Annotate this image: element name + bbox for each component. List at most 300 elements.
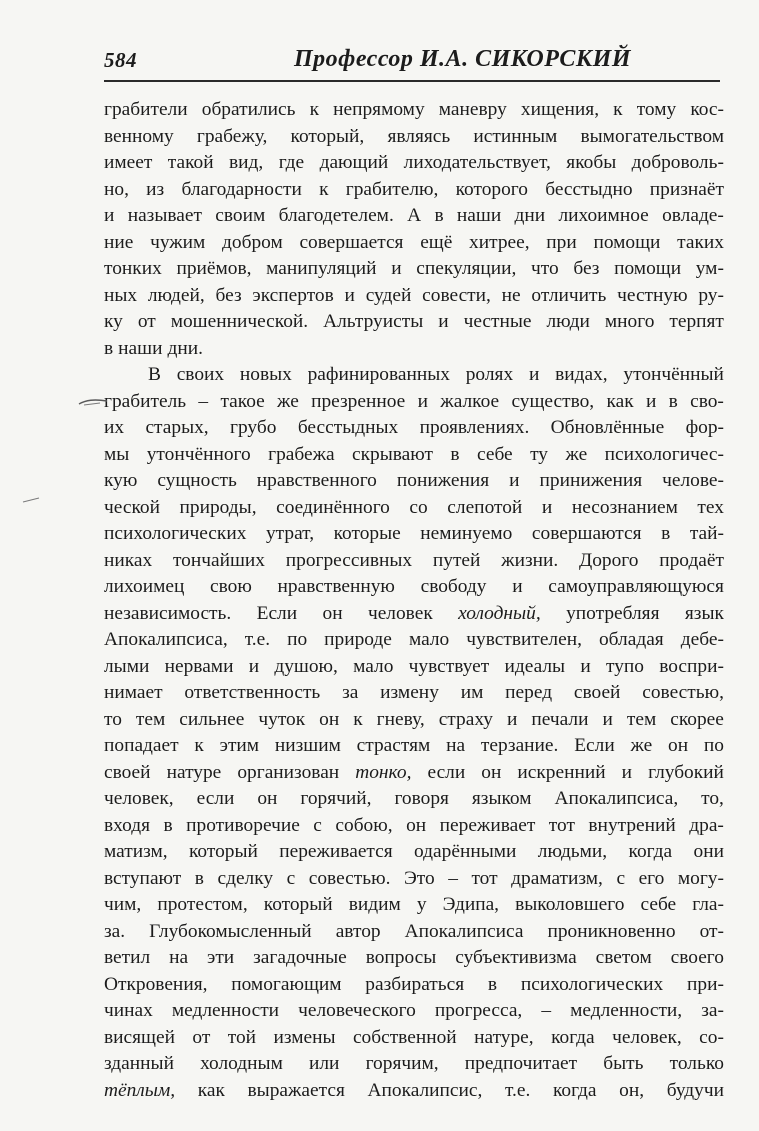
word: и [506,708,518,730]
word: грубо [230,417,277,438]
word: собою, [335,814,393,836]
word: своих [176,364,225,385]
word: то, [701,788,724,809]
text-line [104,972,724,999]
text-line [104,124,724,151]
text-line [104,256,724,283]
text-line [104,442,724,469]
word: А [407,205,422,226]
word: человек, [612,1026,682,1048]
text-line [104,627,724,654]
word: тай- [689,523,724,544]
running-head [104,44,720,82]
word: же [630,735,653,756]
word: по [287,629,308,650]
word: одарёнными [414,841,517,862]
word: лихоимец [104,576,185,597]
word: овладе- [662,205,724,226]
text-line [104,574,724,601]
text-line [104,1025,724,1052]
word: нимает [104,682,163,703]
word: лыми [104,655,150,677]
word: наши [118,337,163,359]
word: Откровения, [104,973,208,995]
word: ние [104,231,134,253]
word: быть [603,1053,644,1074]
word: ту [530,443,549,465]
word: с [286,867,296,889]
text-line [104,654,724,681]
word: рафинированных [307,364,450,385]
word: и [621,761,633,783]
word: человек [367,602,433,624]
word: честные [463,311,532,332]
word: со- [699,1026,724,1048]
word: человеческого [298,1000,416,1021]
text-line [104,150,724,177]
word: измены [273,1026,336,1048]
word: на [446,735,466,756]
word: ответственность [184,682,321,703]
word: протестом, [157,894,248,915]
text-line [104,283,724,310]
word: сделку [217,867,274,889]
word: Апокалипсиса, [554,788,679,809]
word: дни [514,205,546,226]
word: чувствителен, [466,629,582,650]
word: не [501,284,521,306]
word: природы, [179,496,257,518]
word: приёмов, [176,258,252,279]
word: измену [380,682,439,703]
word: якобы [566,152,617,173]
word: тех [697,496,724,518]
word: но, [104,178,129,200]
word: дни. [167,337,203,359]
word: то [104,708,122,730]
word: Дорого [578,549,639,571]
word: своей [104,761,151,783]
word: терзание. [480,735,559,756]
word: душою, [274,655,338,677]
word: хищения, [520,99,600,120]
word: натуре, [474,1026,534,1048]
word: психологических [520,973,664,995]
text-line [104,998,724,1025]
body-text [104,97,724,1104]
word: матизм, [104,841,168,862]
word: и [528,364,540,385]
word: имеет [104,152,153,173]
text-line [104,495,724,522]
word: который, [290,125,365,147]
word: тончайших [172,549,265,571]
word: выколовшего [515,894,625,915]
text-line [104,203,724,230]
word: утончённого [146,443,251,465]
word: грабители [104,99,188,120]
word: холодный, [458,602,541,624]
word: ных [104,284,138,306]
word: и [645,390,657,412]
word: людьми, [537,841,608,862]
word: грабежу, [196,125,268,147]
word: дебе- [680,629,724,650]
word: обратились [201,99,296,120]
word: драматизм, [511,867,603,889]
word: свободу [420,576,487,597]
word: неминуемо [420,523,513,544]
word: бесстыдно [545,178,633,200]
word: при [546,231,577,253]
word: соединённого [276,496,390,518]
word: экспертов [252,284,334,306]
word: хитрее, [469,231,530,253]
word: его [638,867,665,889]
word: холодным [200,1053,283,1074]
word: в [668,390,678,412]
word: языком [471,788,532,809]
word: своим [215,205,266,226]
word: в [434,205,444,226]
word: при- [687,973,724,995]
word: который [263,894,333,915]
word: переживается [279,841,393,862]
word: путей [432,549,481,571]
word: внутрений [588,814,676,836]
word: Апокалипсиса [404,920,524,942]
word: признаёт [649,178,724,200]
word: он [322,602,343,624]
word: утрат, [265,523,315,544]
page-number: 584 [104,48,137,72]
word: печали [531,708,589,730]
word: сильнее [179,708,245,730]
word: организован [237,761,340,783]
text-line [104,892,724,919]
word: и [580,655,591,677]
word: в [163,814,173,836]
word: психологичес- [604,443,724,465]
word: употребляя [566,602,660,624]
word: психологических [104,523,247,544]
word: воспри- [659,655,724,677]
word: т.е. [244,629,271,650]
word: людей, [147,284,205,306]
word: попадает [104,735,179,756]
word: самоуправляющуюся [548,576,724,597]
word: продаёт [659,549,724,571]
word: спекуляции, [416,258,517,279]
word: Обновлённые [550,417,665,438]
word: тем [626,708,657,730]
word: глубокий [648,761,724,783]
word: нравственного [256,470,377,491]
word: от [192,1026,211,1048]
word: и [541,496,553,518]
word: и [248,655,260,677]
word: кос- [690,99,724,120]
word: совести, [422,284,491,306]
word: им [460,682,484,703]
word: мы [104,443,130,465]
word: такой [167,152,214,173]
word: ру- [698,284,724,306]
word: будучи [666,1079,724,1101]
word: где [278,152,305,173]
word: прогресса, [434,1000,523,1021]
word: нравственную [277,576,395,597]
word: добром [222,231,283,253]
word: разбираться [365,973,465,995]
word: же [565,443,588,465]
word: перед [505,682,553,703]
word: ку [104,311,123,332]
word: низшим [274,735,341,756]
word: тот [548,814,575,836]
word: т.е. [504,1079,531,1101]
margin-pencil-mark [78,397,108,407]
word: – [448,867,458,889]
word: без [215,284,242,306]
word: он [481,761,502,783]
word: своего [670,947,724,968]
word: противоречие [186,814,300,836]
word: люди [546,311,590,332]
word: мошеннической. [170,311,309,332]
word: называет [127,205,202,226]
word: тем [135,708,166,730]
word: дающий [319,152,389,173]
word: гневу, [376,708,425,730]
word: Глубокомысленный [149,920,312,942]
word: переживает [439,814,536,836]
word: и [344,284,355,306]
word: что [531,258,559,279]
word: Апокалипсиса, [104,629,228,650]
word: В [148,364,161,385]
word: в [104,337,114,359]
margin-pencil-mark [22,497,40,503]
word: совестью, [642,682,724,703]
word: природе [324,629,392,650]
word: слепотой [447,496,523,518]
word: к [353,708,363,730]
word: дра- [689,814,724,836]
word: горячий, [300,788,372,809]
word: горячим, [365,1053,439,1074]
word: видим [348,894,401,915]
word: непрямому [333,99,425,120]
word: и [417,390,428,412]
word: с [616,867,626,889]
word: Альтруисты [323,311,424,332]
text-line [104,839,724,866]
text-line [104,468,724,495]
text-line [104,309,724,336]
word: лиходательствует, [403,152,551,173]
text-line [104,362,724,389]
word: когда [628,841,673,862]
word: к [613,99,623,120]
word: этим [219,735,260,756]
word: чим, [104,894,142,915]
text-line [104,866,724,893]
word: и [509,470,520,491]
word: – [198,390,209,412]
word: которого [455,178,528,200]
word: со [409,496,428,518]
text-line [104,177,724,204]
word: ветил [104,947,151,968]
text-line [104,760,724,787]
word: он [668,735,689,756]
word: презренное [311,390,406,412]
word: той [227,1026,257,1048]
word: благодетелем. [278,205,394,226]
word: вопросы [365,947,437,968]
word: предпочитает [464,1053,578,1074]
word: загадочные [253,947,347,968]
word: свою [210,576,252,597]
text-line [104,230,724,257]
word: помогающим [231,973,342,995]
word: скорее [670,708,724,730]
word: говоря [394,788,449,809]
word: когда [552,1079,597,1101]
word: к [319,178,329,200]
word: грабителю, [345,178,439,200]
word: идеалы [504,655,566,677]
word: наши [456,205,502,226]
word: медленности [171,1000,280,1021]
word: грабитель [104,390,187,412]
word: могу- [677,867,724,889]
word: выражается [247,1079,345,1101]
word: честную [617,284,688,306]
word: из [146,178,165,200]
word: вымогательством [580,125,724,147]
word: страху [438,708,493,730]
word: как [197,1079,225,1101]
word: обладая [598,629,664,650]
word: маневру [438,99,507,120]
word: эти [207,947,235,968]
word: жизни. [501,549,559,571]
word: их [104,417,125,438]
word: фор- [685,417,724,438]
word: автор [335,920,381,942]
word: вид, [229,152,264,173]
word: совершается [299,231,404,253]
word: за. [104,920,126,942]
word: или [309,1053,340,1074]
text-line [104,1078,724,1105]
word: тонких [104,258,162,279]
word: ческой [104,496,160,518]
word: таких [677,231,724,253]
word: сущность [157,470,237,491]
word: к [309,99,319,120]
word: без [573,258,600,279]
word: когда [551,1026,595,1048]
text-line [104,945,724,972]
word: он, [619,1079,645,1101]
word: себе [477,443,513,465]
word: видах, [555,364,608,385]
word: натуре [166,761,222,783]
text-line [104,389,724,416]
word: несознанием [571,496,678,518]
word: чужим [150,231,206,253]
book-title: Профессор И.А. СИКОРСКИЙ [294,46,632,72]
word: и [512,576,523,597]
word: нервами [164,655,234,677]
word: себе [640,894,677,915]
word: венному [104,125,174,147]
word: принижения [539,470,643,491]
word: существо, [511,390,595,412]
word: страстям [356,735,431,756]
word: чинах [104,1000,153,1021]
word: являясь [387,125,451,147]
text-line [104,601,724,628]
word: за [342,682,359,703]
word: ролях [465,364,514,385]
word: Апокалипсис, [367,1079,483,1101]
word: помощи [614,258,682,279]
word: новых [239,364,292,385]
word: тот [471,867,498,889]
word: прогрессивных [285,549,413,571]
word: кую [104,470,138,491]
word: лихоимное [558,205,649,226]
word: такое [220,390,265,412]
text-line [104,336,724,363]
text-line [104,1051,724,1078]
word: у [416,894,427,915]
word: судей [365,284,412,306]
word: тёплым, [104,1079,176,1101]
word: гла- [692,894,724,915]
word: человек, [104,788,174,809]
word: и [438,311,449,332]
word: совершаются [531,523,642,544]
word: тому [636,99,677,120]
word: он [406,814,427,836]
word: который [188,841,258,862]
text-line [104,680,724,707]
word: тупо [605,655,644,677]
word: мало [408,629,450,650]
word: проникновенно [547,920,676,942]
word: вступают [104,867,182,889]
word: ещё [420,231,453,253]
word: проявлениях. [419,417,530,438]
word: доброволь- [631,152,724,173]
text-line [104,786,724,813]
word: за- [701,1000,724,1021]
word: которые [333,523,401,544]
word: в [194,867,204,889]
word: на [169,947,189,968]
text-line [104,415,724,442]
word: терпят [669,311,724,332]
word: Это [403,867,435,889]
word: он [319,708,340,730]
word: и [104,205,115,226]
word: с [313,814,322,836]
